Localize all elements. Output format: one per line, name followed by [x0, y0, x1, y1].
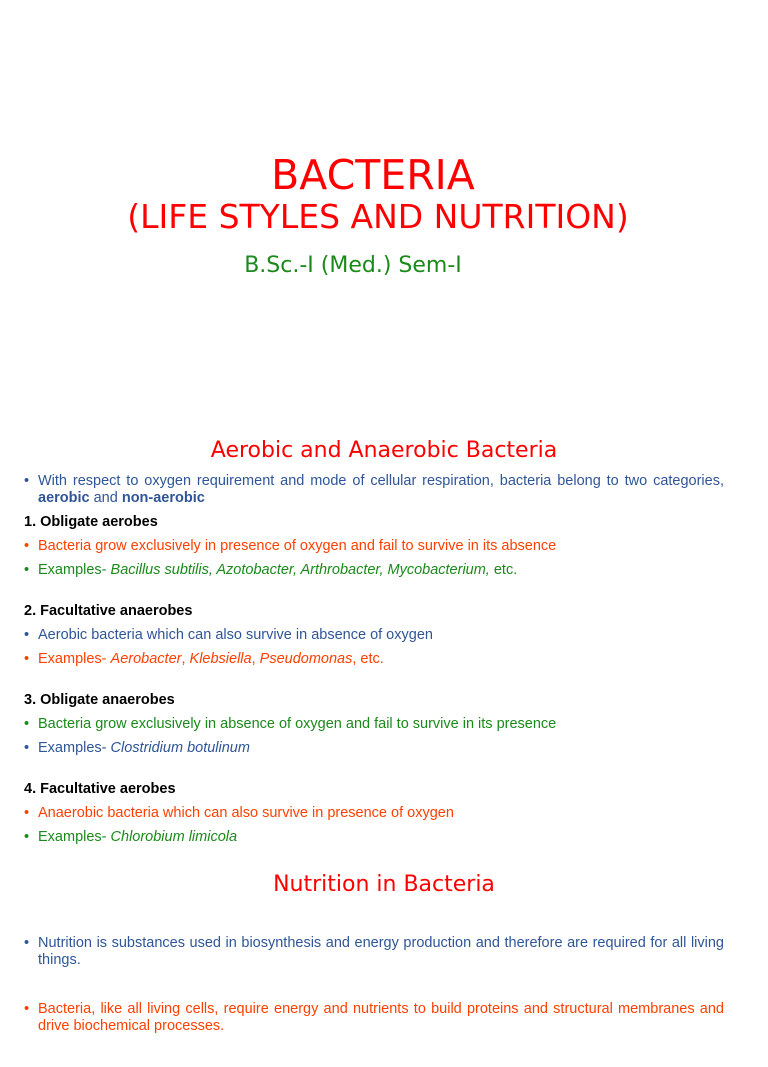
list-item: • Examples- Aerobacter, Klebsiella, Pseudomonas, etc. [24, 651, 384, 667]
bullet-icon: • [24, 473, 30, 489]
title-slide [0, 0, 768, 418]
bullet-icon: • [24, 651, 30, 667]
bullet-icon: • [24, 538, 30, 554]
course-label: B.Sc.-I (Med.) Sem-I [244, 253, 462, 278]
aerobic-anaerobic-slide [0, 418, 768, 864]
slide-content [24, 473, 724, 853]
list-item: • Nutrition is substances used in biosynthesis and energy production and therefore are required for all living things. [24, 935, 724, 968]
slide-title: BACTERIA [271, 151, 475, 199]
slide-subtitle: (LIFE STYLES AND NUTRITION) [127, 197, 629, 236]
nutrition-slide [0, 864, 768, 1034]
list-item: • Examples- Clostridium botulinum [24, 740, 250, 756]
bullet-icon: • [24, 740, 30, 756]
list-item: • Bacteria, like all living cells, require energy and nutrients to build proteins and structural membranes and drive biochemical processes. [24, 1001, 724, 1034]
bullet-icon: • [24, 627, 30, 643]
slide-title: Aerobic and Anaerobic Bacteria [210, 438, 558, 463]
section-heading: 2. Facultative anaerobes [24, 603, 193, 619]
bullet-icon: • [24, 1001, 30, 1017]
list-item: • Aerobic bacteria which can also survive in absence of oxygen [24, 627, 433, 643]
list-item: • Anaerobic bacteria which can also survive in presence of oxygen [24, 805, 454, 821]
list-item: • Examples- Chlorobium limicola [24, 829, 238, 845]
section-heading: 4. Facultative aerobes [24, 781, 176, 797]
section-heading: 1. Obligate aerobes [24, 514, 158, 530]
intro-bullet: • With respect to oxygen requirement and mode of cellular respiration, bacteria belong to two categories, aerobic and non-aerobic [24, 473, 724, 506]
bullet-icon: • [24, 805, 30, 821]
section-heading: 3. Obligate anaerobes [24, 692, 175, 708]
bullet-icon: • [24, 716, 30, 732]
list-item: • Examples- Bacillus subtilis, Azotobacter, Arthrobacter, Mycobacterium, etc. [24, 562, 518, 578]
slide-title: Nutrition in Bacteria [273, 872, 495, 897]
list-item: • Bacteria grow exclusively in absence of oxygen and fail to survive in its presence [24, 716, 557, 732]
bullet-icon: • [24, 935, 30, 951]
list-item: • Bacteria grow exclusively in presence of oxygen and fail to survive in its absence [24, 538, 557, 554]
bullet-icon: • [24, 829, 30, 845]
bullet-icon: • [24, 562, 30, 578]
slide-content [24, 935, 724, 1067]
